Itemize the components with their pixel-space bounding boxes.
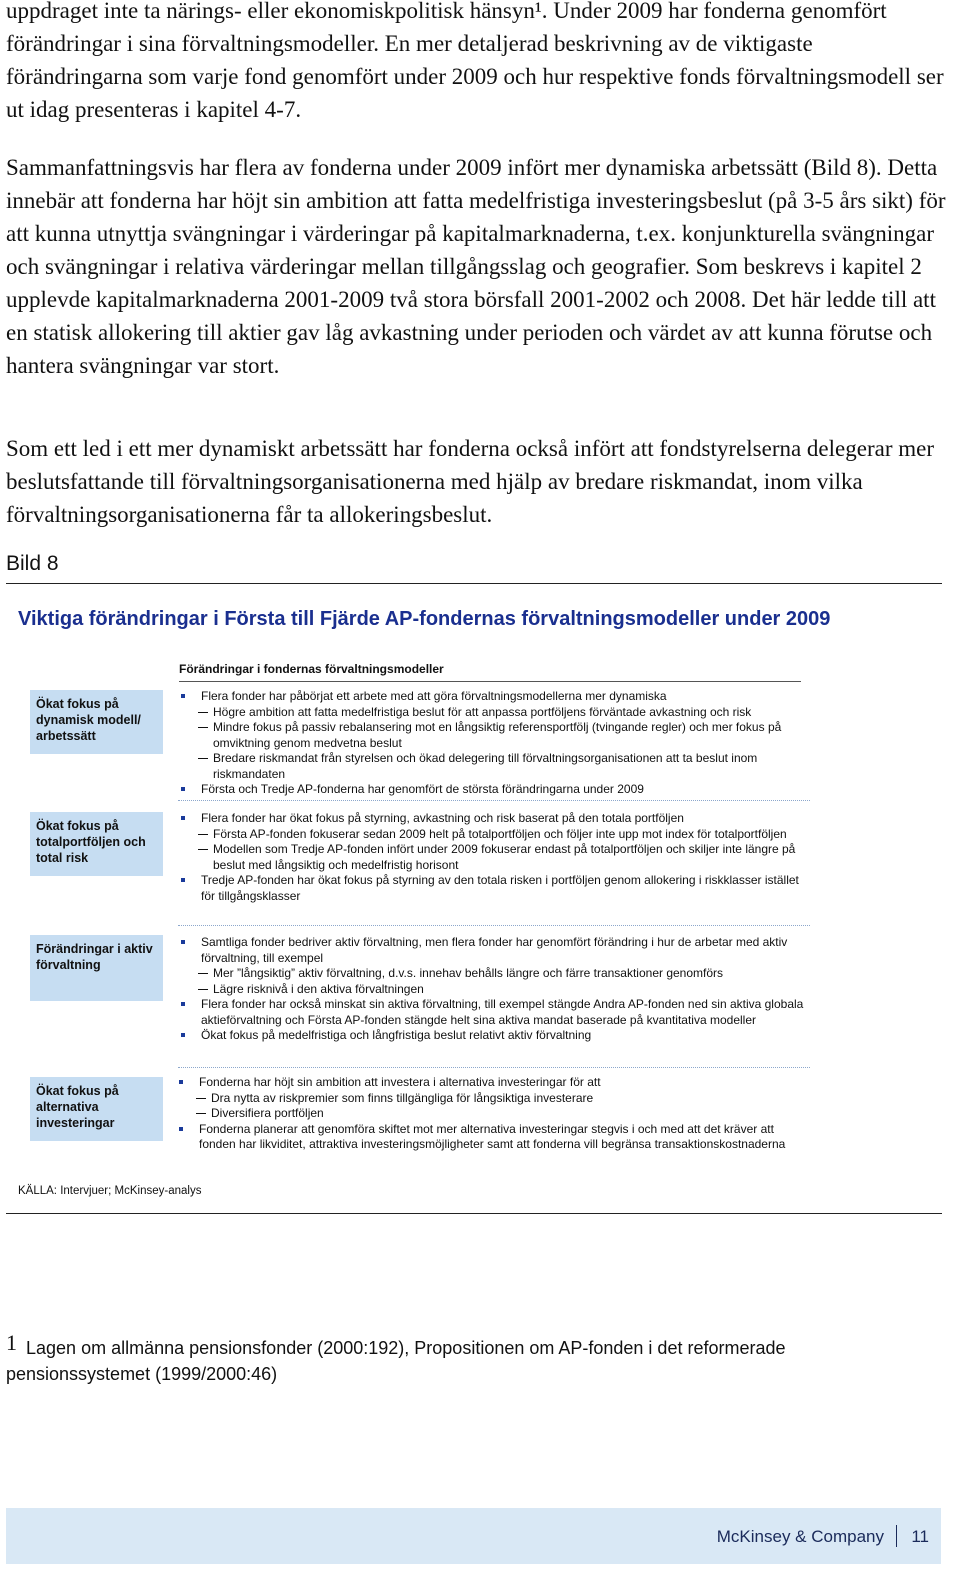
bullet-text: Tredje AP-fonden har ökat fokus på styrning av den totala risken i portföljen genom allokering i riskklasser istället för tillgångsklasser	[201, 873, 799, 903]
page-footer	[6, 1508, 941, 1564]
category-box-dynamic-model: Ökat fokus på dynamisk modell/ arbetssätt	[30, 690, 163, 754]
sub-bullet-item	[176, 1106, 810, 1122]
exhibit-top-rule	[6, 583, 942, 584]
sub-bullet-text: Mindre fokus på passiv rebalansering mot en långsiktig referensportfölj (tvingande regler) och mer fokus på omviktning genom medvetna beslut	[213, 720, 782, 750]
category-box-alternative-investments: Ökat fokus på alternativa investeringar	[30, 1077, 163, 1141]
sub-bullet-text: Första AP-fonden fokuserar sedan 2009 helt på totalportföljen och följer inte upp mot index för totalportföljen	[213, 826, 787, 841]
square-bullet-icon	[179, 1127, 183, 1131]
sub-bullet-text: Dra nytta av riskpremier som finns tillgängliga för långsiktiga investerare	[211, 1090, 594, 1105]
change-group-total-portfolio	[178, 811, 812, 904]
square-bullet-icon	[181, 694, 185, 698]
sub-bullet-text: Bredare riskmandat från styrelsen och ökad delegering till förvaltningsorganisationen att ta beslut inom riskmandaten	[213, 751, 758, 781]
sub-bullet-item	[176, 1091, 810, 1107]
sub-bullet-text: Mer ”långsiktig” aktiv förvaltning, d.v.s. innehav behålls längre och färre transaktioner genomförs	[213, 966, 724, 980]
footnote	[6, 1330, 906, 1387]
bullet-item	[178, 689, 812, 705]
sub-bullet-item	[178, 966, 812, 982]
sub-bullet-text: Högre ambition att fatta medelfristiga beslut för att anpassa portföljens förväntade avkastning och risk	[213, 704, 752, 719]
dash-bullet-icon	[198, 758, 208, 759]
footer-separator	[896, 1525, 897, 1547]
body-paragraph-2: Sammanfattningsvis har flera av fonderna under 2009 infört mer dynamiska arbetssätt (Bild 8). Detta innebär att fonderna har höjt sin ambition att fatta medelfristiga investeringsbeslut (på 3-5 års sikt) för att kunna utnyttja svängningar i värderingar på kapitalmarknaderna, t.ex. konjunkturella svängningar och svängningar i relativa värderingar mellan tillgångsslag och geografier. Som beskrevs i kapitel 2 upplevde kapitalmarknaderna 2001-2009 två stora börsfall 2001-2002 och 2008. Det här ledde till att en statisk allokering till aktier gav låg avkastning under perioden och värdet av att kunna förutse och hantera svängningar var stort.	[6, 155, 946, 378]
sub-bullet-item	[178, 982, 812, 998]
bullet-text: Flera fonder har påbörjat ett arbete med att göra förvaltningsmodellerna mer dynamiska	[201, 689, 667, 703]
bullet-text: Fonderna planerar att genomföra skiftet mot mer alternativa investeringar stegvis i och med att det kräver att fonden har likviditet, attraktiva investeringsmöjligheter samt att fonderna vill begränsa transaktionskostnaderna	[199, 1121, 786, 1151]
bullet-item	[176, 1075, 810, 1091]
body-paragraph-1: uppdraget inte ta närings- eller ekonomiskpolitisk hänsyn¹. Under 2009 har fonderna genomfört förändringar i sina förvaltningsmodeller. En mer detaljerad beskrivning av de viktigaste förändringarna som varje fond genomfört under 2009 och hur respektive fonds förvaltningsmodell ser ut idag presenteras i kapitel 4-7.	[6, 0, 944, 122]
source-note: KÄLLA: Intervjuer; McKinsey-analys	[18, 1185, 202, 1197]
exhibit-title: Viktiga förändringar i Första till Fjärde AP-fondernas förvaltningsmodeller under 2009	[18, 608, 831, 630]
bullet-text: Ökat fokus på medelfristiga och långfristiga beslut relativt aktiv förvaltning	[201, 1028, 592, 1042]
exhibit-bottom-rule	[6, 1213, 942, 1214]
sub-bullet-text: Modellen som Tredje AP-fonden infört under 2009 fokuserar endast på totalportföljen och skiljer inte längre på beslut med långsiktig och medelfristig horisont	[213, 842, 796, 872]
category-box-total-portfolio: Ökat fokus på totalportföljen och total risk	[30, 812, 163, 876]
body-paragraph-3: Som ett led i ett mer dynamiskt arbetssätt har fonderna också infört att fondstyrelserna delegerar mer beslutsfattande till förvaltningsorganisationerna med hjälp av bredare riskmandat, inom vilka förvaltningsorganisationerna får ta allokeringsbeslut.	[6, 436, 934, 527]
change-group-alternative-investments	[176, 1075, 810, 1153]
square-bullet-icon	[181, 816, 185, 820]
dash-bullet-icon	[198, 849, 208, 850]
exhibit-label: Bild 8	[6, 552, 59, 575]
dash-bullet-icon	[198, 973, 208, 974]
sub-bullet-text: Diversifiera portföljen	[211, 1106, 324, 1120]
bullet-text: Första och Tredje AP-fonderna har genomfört de största förändringarna under 2009	[201, 782, 644, 796]
dash-bullet-icon	[198, 834, 208, 835]
dash-bullet-icon	[198, 989, 208, 990]
bullet-item	[176, 1122, 810, 1153]
bullet-item	[178, 1028, 812, 1044]
page-number: 11	[911, 1527, 929, 1546]
footnote-marker: 1	[6, 1330, 17, 1355]
dash-bullet-icon	[196, 1113, 206, 1114]
square-bullet-icon	[181, 1033, 185, 1037]
square-bullet-icon	[181, 787, 185, 791]
sub-bullet-item	[178, 720, 812, 751]
bullet-item	[178, 935, 812, 966]
change-group-active-management	[178, 935, 812, 1044]
bullet-text: Fonderna har höjt sin ambition att investera i alternativa investeringar för att	[199, 1075, 601, 1089]
bullet-item	[178, 811, 812, 827]
bullet-text: Flera fonder har ökat fokus på styrning, avkastning och risk baserat på den totala portföljen	[201, 811, 684, 825]
bullet-item	[178, 997, 812, 1028]
group-divider	[178, 925, 810, 926]
sub-bullet-item	[178, 705, 812, 721]
dash-bullet-icon	[196, 1098, 206, 1099]
sub-bullet-item	[178, 751, 812, 782]
bullet-item	[178, 873, 812, 904]
group-divider	[178, 1067, 810, 1068]
square-bullet-icon	[181, 878, 185, 882]
square-bullet-icon	[179, 1080, 183, 1084]
bullet-text: Samtliga fonder bedriver aktiv förvaltning, men flera fonder har genomfört förändring i hur de arbetar med aktiv förvaltning, till exempel	[201, 935, 788, 965]
dash-bullet-icon	[198, 712, 208, 713]
change-group-dynamic-model	[178, 689, 812, 798]
bullet-text: Flera fonder har också minskat sin aktiva förvaltning, till exempel stängde Andra AP-fonden ned sin aktiva globala aktieförvaltning och Första AP-fonden stängde helt sina aktiva mandat baserade på kvantitativa modeller	[201, 997, 804, 1027]
footnote-text: Lagen om allmänna pensionsfonder (2000:192), Propositionen om AP-fonden i det reformerade pensionssystemet (1999/2000:46)	[6, 1338, 786, 1384]
footer-company-name: McKinsey & Company	[716, 1527, 884, 1546]
subtitle-rule	[179, 681, 801, 682]
dash-bullet-icon	[198, 727, 208, 728]
sub-bullet-item	[178, 842, 812, 873]
bullet-item	[178, 782, 812, 798]
sub-bullet-item	[178, 827, 812, 843]
square-bullet-icon	[181, 940, 185, 944]
category-box-active-management: Förändringar i aktiv förvaltning	[30, 935, 163, 1001]
sub-bullet-text: Lägre risknivå i den aktiva förvaltningen	[213, 981, 424, 996]
exhibit-subtitle: Förändringar i fondernas förvaltningsmodeller	[179, 662, 444, 676]
square-bullet-icon	[181, 1002, 185, 1006]
group-divider	[178, 800, 810, 801]
